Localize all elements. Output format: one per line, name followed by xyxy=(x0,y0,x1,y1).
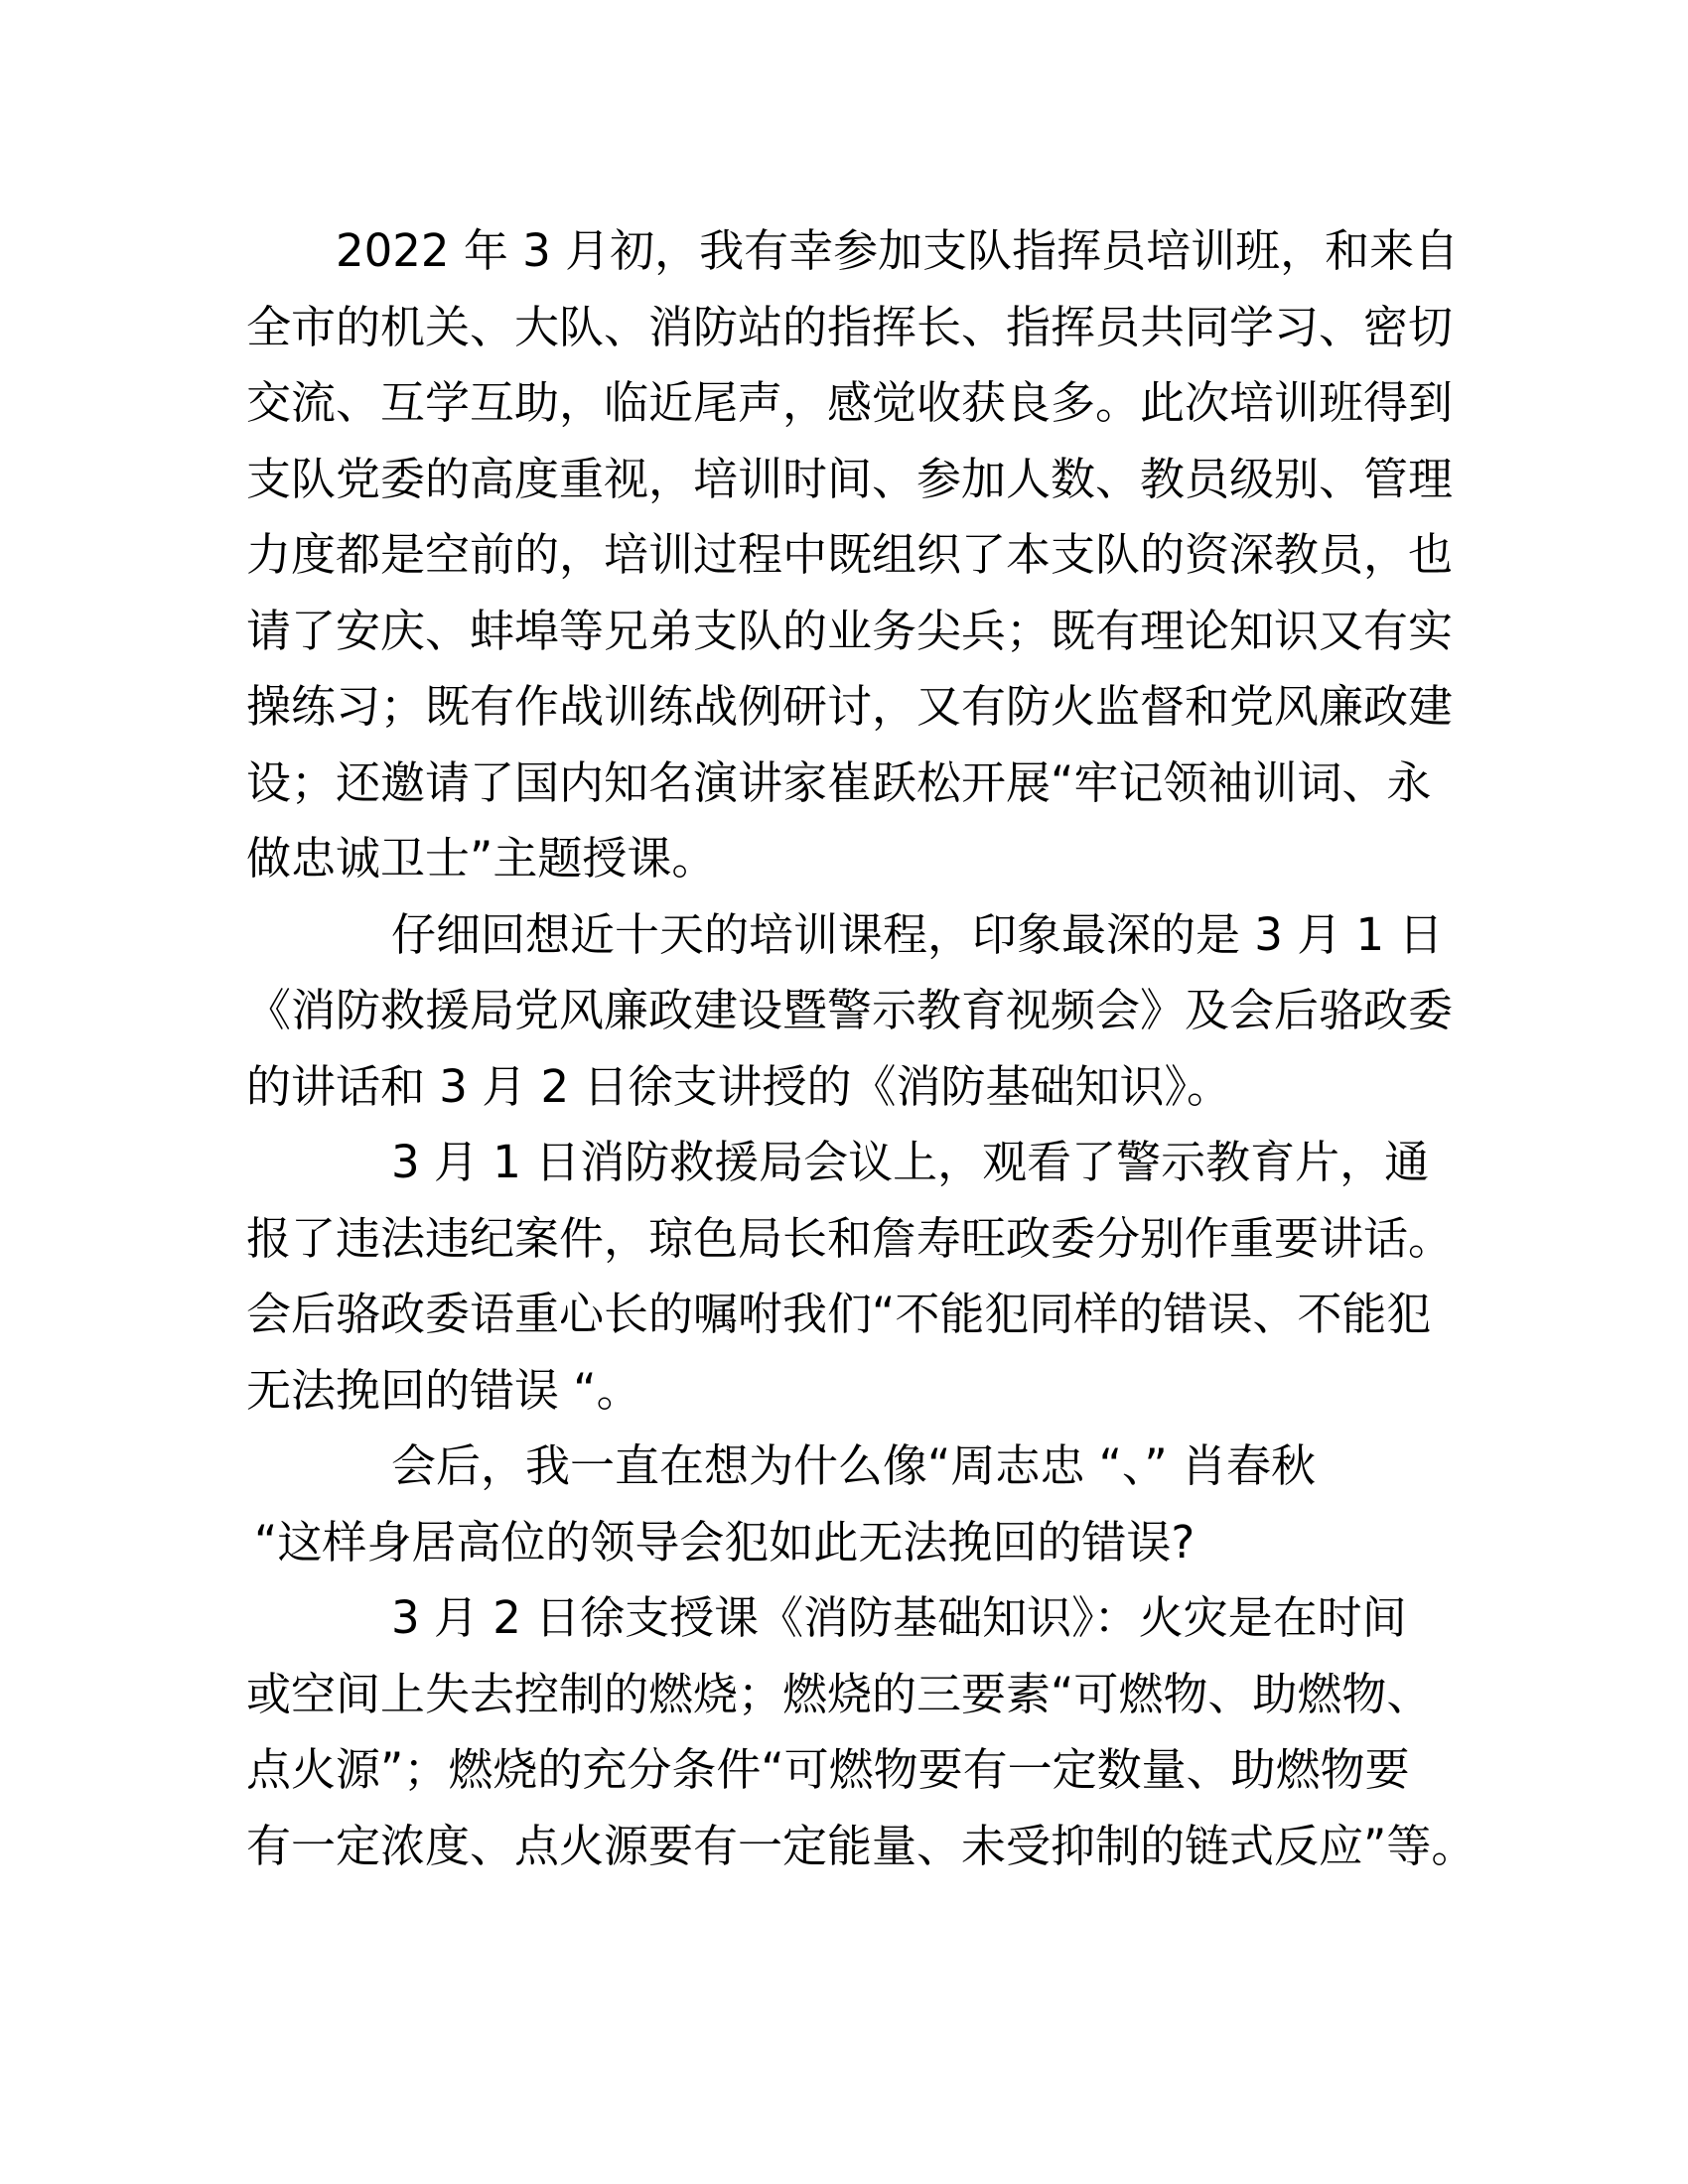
paragraph-5-line-1: 3 月 2 日徐支授课《消防基础知识》：火灾是在时间 xyxy=(391,1591,1407,1644)
paragraph-2-line-2: 《消防救援局党风廉政建设暨警示教育视频会》及会后骆政委 xyxy=(246,984,1454,1036)
paragraph-1-line-6: 请了安庆、蚌埠等兄弟支队的业务尖兵；既有理论知识又有实 xyxy=(246,604,1454,657)
paragraph-1-line-9: 做忠诚卫士”主题授课。 xyxy=(246,832,717,885)
document-body xyxy=(246,213,1487,1884)
paragraph-3-line-1: 3 月 1 日消防救援局会议上，观看了警示教育片，通 xyxy=(391,1136,1430,1188)
paragraph-5-line-3: 点火源”；燃烧的充分条件“可燃物要有一定数量、助燃物要 xyxy=(246,1743,1410,1796)
paragraph-1-line-1: 2022 年 3 月初，我有幸参加支队指挥员培训班，和来自 xyxy=(336,224,1460,277)
paragraph-5-line-2: 或空间上失去控制的燃烧；燃烧的三要素“可燃物、助燃物、 xyxy=(246,1667,1432,1720)
paragraph-4-line-2: “这样身居高位的领导会犯如此无法挽回的错误? xyxy=(254,1515,1196,1569)
paragraph-5-line-4: 有一定浓度、点火源要有一定能量、未受抑制的链式反应”等。 xyxy=(246,1819,1477,1872)
paragraph-1-line-5: 力度都是空前的，培训过程中既组织了本支队的资深教员，也 xyxy=(246,528,1454,581)
paragraph-4-line-1: 会后，我一直在想为什么像“周志忠 “、” 肖春秋 xyxy=(391,1439,1317,1492)
paragraph-1-line-4: 支队党委的高度重视，培训时间、参加人数、教员级别、管理 xyxy=(246,452,1454,505)
paragraph-2-line-3: 的讲话和 3 月 2 日徐支讲授的《消防基础知识》。 xyxy=(246,1059,1231,1113)
paragraph-3-line-2: 报了违法违纪案件，琼色局长和詹寿旺政委分别作重要讲话。 xyxy=(246,1211,1454,1265)
paragraph-2-line-1: 仔细回想近十天的培训课程，印象最深的是 3 月 1 日 xyxy=(391,907,1444,961)
paragraph-1-line-3: 交流、互学互助，临近尾声，感觉收获良多。此次培训班得到 xyxy=(246,376,1454,429)
paragraph-1-line-7: 操练习；既有作战训练战例研讨，又有防火监督和党风廉政建 xyxy=(246,680,1454,733)
paragraph-1-line-2: 全市的机关、大队、消防站的指挥长、指挥员共同学习、密切 xyxy=(246,300,1454,353)
paragraph-3-line-4: 无法挽回的错误 “。 xyxy=(246,1363,641,1417)
paragraph-1-line-8: 设；还邀请了国内知名演讲家崔跃松开展“牢记领袖训词、永 xyxy=(246,755,1432,809)
paragraph-3-line-3: 会后骆政委语重心长的嘱咐我们“不能犯同样的错误、不能犯 xyxy=(246,1288,1432,1340)
